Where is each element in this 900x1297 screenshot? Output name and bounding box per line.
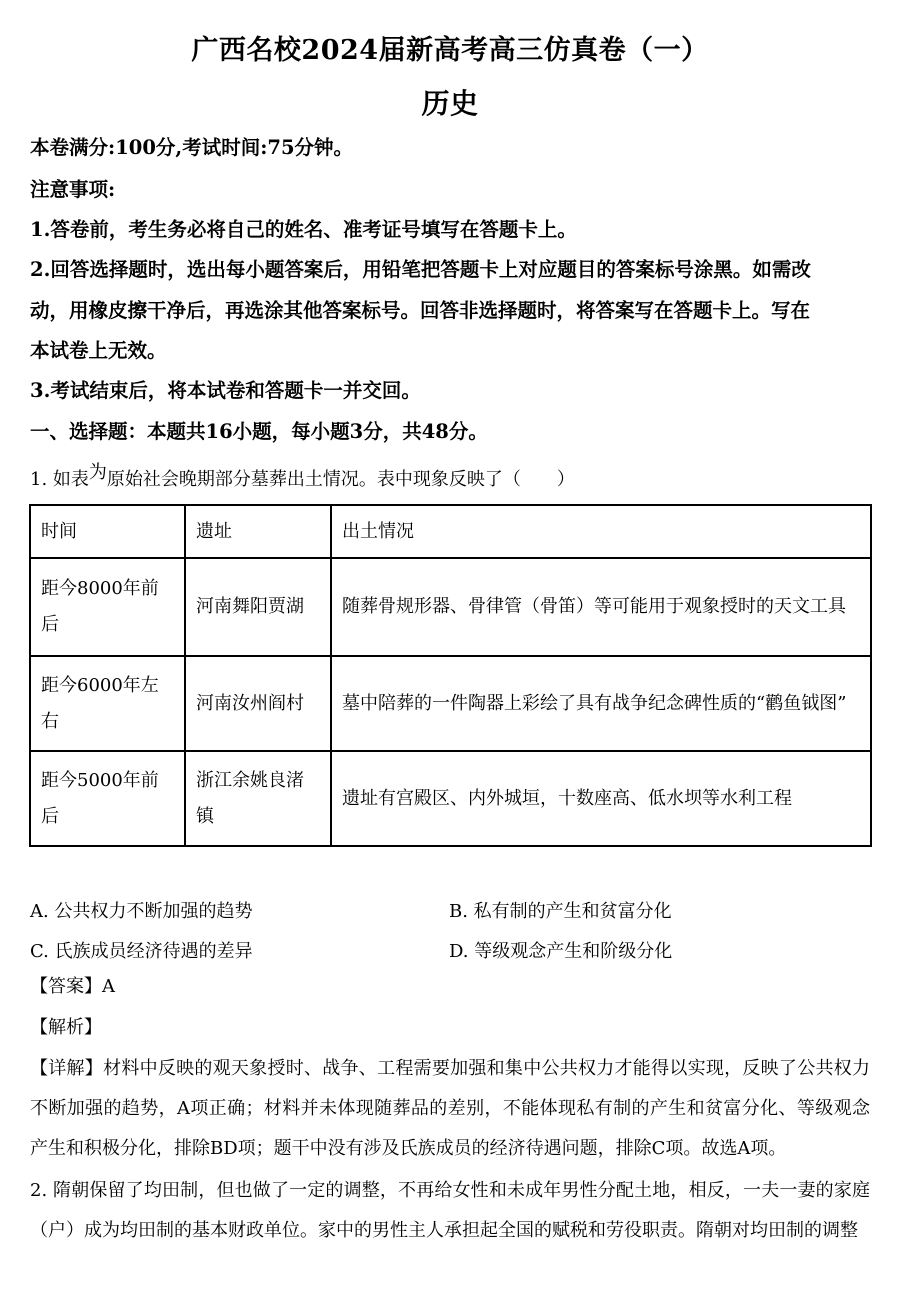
- instruction-item-3: 3.考试结束后，将本试卷和答题卡一并交回。: [30, 379, 421, 402]
- question-1-table: [29, 504, 872, 847]
- instruction-item-2-line-1: 2.回答选择题时，选出每小题答案后，用铅笔把答题卡上对应题目的答案标号涂黑。如需改: [30, 258, 811, 281]
- option-d: D. 等级观念产生和阶级分化: [449, 941, 673, 962]
- exam-title: 广西名校2024届新高考高三仿真卷（一）: [191, 35, 709, 66]
- question-1-stem-prefix: 1. 如表: [30, 469, 89, 490]
- table-cell: 河南舞阳贾湖: [185, 558, 331, 656]
- table-header-row: [30, 505, 871, 558]
- table-row: [30, 558, 871, 656]
- question-1-stem-suffix: 原始社会晚期部分墓葬出土情况。表中现象反映了（ ）: [106, 469, 575, 490]
- analysis-detail-text: 【详解】材料中反映的观天象授时、战争、工程需要加强和集中公共权力才能得以实现，反映了公共权力不断加强的趋势，A项正确；材料并未体现随葬品的差别，不能体现私有制的产生和贫富分化、等级观念产生和积极分化，排除BD项；题干中没有涉及氏族成员的经济待遇问题，排除C项。故选A项。: [30, 1058, 870, 1159]
- table-cell: 河南汝州阎村: [185, 656, 331, 751]
- table-cell: 距今8000年前后: [30, 558, 185, 656]
- table-cell: 随葬骨规形器、骨律管（骨笛）等可能用于观象授时的天文工具: [331, 558, 871, 656]
- table-header-cell: 出土情况: [331, 505, 871, 558]
- answer-line: 【答案】A: [30, 976, 115, 997]
- table-row: [30, 751, 871, 846]
- instruction-item-2-line-3: 本试卷上无效。: [30, 339, 167, 362]
- subject-title: 历史: [421, 87, 479, 120]
- table-cell: 浙江余姚良渚镇: [185, 751, 331, 846]
- table-cell: 遗址有宫殿区、内外城垣，十数座高、低水坝等水利工程: [331, 751, 871, 846]
- table-cell: 墓中陪葬的一件陶器上彩绘了具有战争纪念碑性质的“鹳鱼钺图”: [331, 656, 871, 751]
- question-1-stem: [30, 462, 870, 490]
- table-header-cell: 时间: [30, 505, 185, 558]
- option-c: C. 氏族成员经济待遇的差异: [30, 941, 253, 962]
- table-header-cell: 遗址: [185, 505, 331, 558]
- analysis-heading: 【解析】: [30, 1017, 102, 1038]
- table-cell: 距今6000年左右: [30, 656, 185, 751]
- table-row: [30, 656, 871, 751]
- instruction-item-2-line-2: 动，用橡皮擦干净后，再选涂其他答案标号。回答非选择题时，将答案写在答题卡上。写在: [30, 299, 811, 322]
- option-b: B. 私有制的产生和贫富分化: [449, 901, 672, 922]
- section-heading: 一、选择题：本题共16小题，每小题3分，共48分。: [30, 420, 488, 443]
- question-2-stem: [30, 1171, 870, 1251]
- notes-heading: 注意事项:: [30, 178, 116, 201]
- table-cell: 距今5000年前后: [30, 751, 185, 846]
- score-time-line: 本卷满分:100分,考试时间:75分钟。: [30, 136, 354, 159]
- option-a: A. 公共权力不断加强的趋势: [30, 901, 253, 922]
- question-1-stem-super: 为: [88, 462, 107, 483]
- instruction-item-1: 1.答卷前，考生务必将自己的姓名、准考证号填写在答题卡上。: [30, 218, 577, 241]
- analysis-detail: [30, 1049, 870, 1169]
- question-2-stem-text: 2. 隋朝保留了均田制，但也做了一定的调整，不再给女性和未成年男性分配土地，相反，一夫一妻的家庭（户）成为均田制的基本财政单位。家中的男性主人承担起全国的赋税和劳役职责。隋朝对均田制的调整: [30, 1180, 870, 1241]
